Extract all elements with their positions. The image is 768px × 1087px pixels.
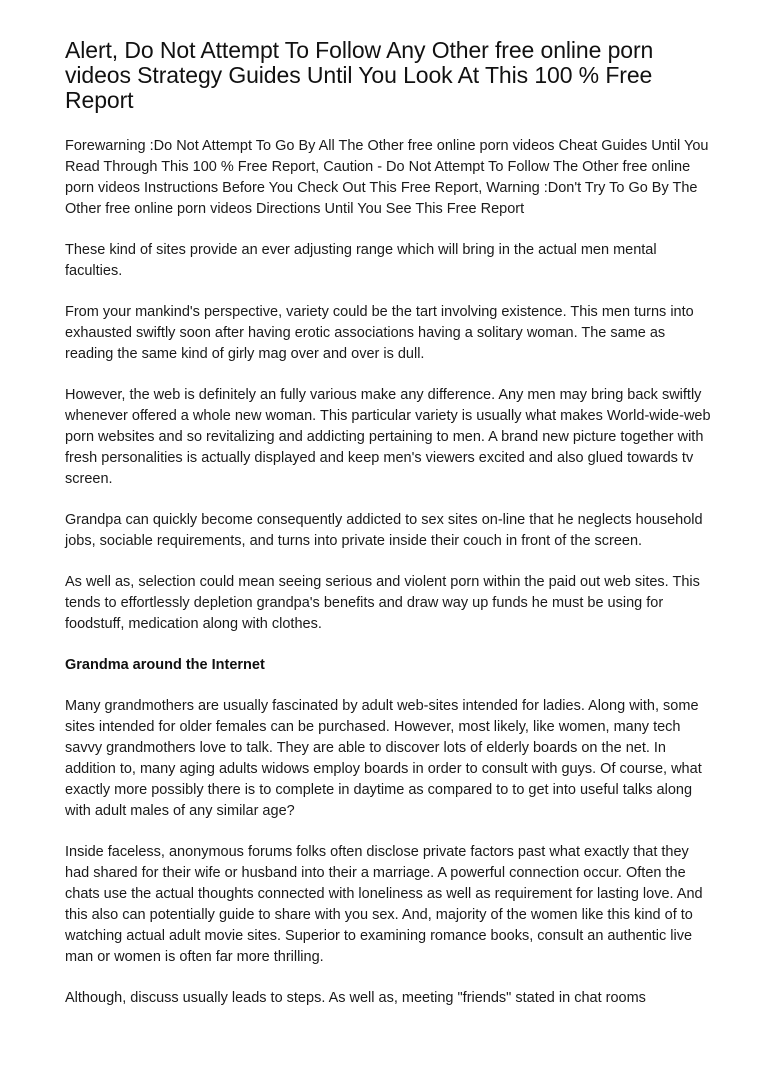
- paragraph-forewarning: Forewarning :Do Not Attempt To Go By All The Other free online porn videos Cheat Guides Until You Read Through This 100 % Free Report, Caution - Do Not Attempt To Follow The Other free online porn videos Instructions Before You Check Out This Free Report, Warning :Don't Try To Go By The Other free online porn videos Directions Until You See This Free Report: [65, 138, 709, 217]
- paragraph: Grandpa can quickly become consequently addicted to sex sites on-line that he neglects household jobs, sociable requirements, and turns into private inside their couch in front of the screen.: [65, 512, 703, 549]
- paragraph: Inside faceless, anonymous forums folks often disclose private factors past what exactly that they had shared for their wife or husband into their a marriage. A powerful connection occur. Often the chats use the actual thoughts connected with loneliness as well as requirement for lasting love. And this also can potentially guide to share with you sex. And, majority of the women like this kind of to watching actual adult movie sites. Superior to examining romance books, consult an authentic live man or women is often far more thrilling.: [65, 844, 703, 965]
- paragraph: Many grandmothers are usually fascinated by adult web-sites intended for ladies. Along with, some sites intended for older females can be purchased. However, most likely, like women, many tech savvy grandmothers love to talk. They are able to discover lots of elderly boards on the net. In addition to, many aging adults widows employ boards in order to consult with guys. Of course, what exactly more possibly there is to complete in daytime as compared to to get into useful talks along with adult males of any similar age?: [65, 698, 702, 819]
- paragraph: As well as, selection could mean seeing serious and violent porn within the paid out web sites. This tends to effortlessly depletion grandpa's benefits and draw way up funds he must be using for foodstuff, medication along with clothes.: [65, 574, 700, 632]
- document-title: Alert, Do Not Attempt To Follow Any Other free online porn videos Strategy Guides Until You Look At This 100 % Free Report: [65, 37, 654, 113]
- paragraph: From your mankind's perspective, variety could be the tart involving existence. This men turns into exhausted swiftly soon after having erotic associations having a solitary woman. The same as reading the same kind of girly mag over and over is dull.: [65, 304, 694, 362]
- paragraph: However, the web is definitely an fully various make any difference. Any men may bring back swiftly whenever offered a whole new woman. This particular variety is usually what makes World-wide-web porn websites and so revitalizing and addicting pertaining to men. A brand new picture together with fresh personalities is actually displayed and keep men's viewers excited and also glued towards tv screen.: [65, 387, 711, 487]
- section-heading: Grandma around the Internet: [65, 657, 265, 673]
- paragraph: Although, discuss usually leads to steps. As well as, meeting "friends" stated in chat rooms: [65, 990, 646, 1006]
- paragraph: These kind of sites provide an ever adjusting range which will bring in the actual men mental faculties.: [65, 242, 657, 279]
- document-content: [65, 38, 715, 1009]
